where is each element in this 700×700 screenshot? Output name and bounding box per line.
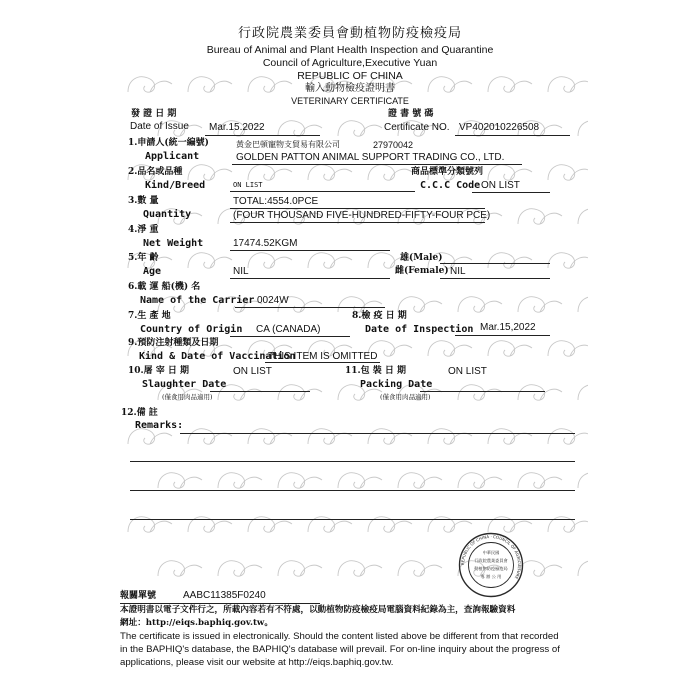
watermark-swirl <box>578 209 588 224</box>
watermark-swirl <box>248 165 292 180</box>
watermark-swirl <box>368 429 412 444</box>
watermark-swirl <box>278 121 322 136</box>
remarks-label-zh: 12.備 註 <box>121 408 158 418</box>
watermark-swirl <box>488 341 532 356</box>
watermark-swirl <box>578 385 588 400</box>
seal-text-line2: 行政院農業委員會 <box>474 558 508 563</box>
watermark-swirl <box>518 297 562 312</box>
origin-value: CA (CANADA) <box>256 324 321 335</box>
watermark-swirl <box>548 429 588 444</box>
packing-date-note: (僅食用肉品適用) <box>380 393 431 401</box>
packing-date-label: Packing Date <box>360 379 433 390</box>
kind-label: Kind/Breed <box>145 180 206 191</box>
vaccination-label-zh: 9.預防注射種類及日期 <box>128 338 219 348</box>
watermark-swirl <box>578 561 588 576</box>
carrier-label-zh: 6.載 運 船(機) 名 <box>128 282 201 292</box>
watermark-swirl <box>488 429 532 444</box>
watermark-swirl <box>398 561 442 576</box>
watermark-swirl <box>428 341 472 356</box>
age-value: NIL <box>233 266 249 277</box>
kind-value: ON LIST <box>233 181 263 189</box>
watermark-swirl <box>518 473 562 488</box>
watermark-swirl <box>458 385 502 400</box>
quantity-value-words: (FOUR THOUSAND FIVE-HUNDRED-FIFTY-FOUR PCE) <box>233 210 491 221</box>
watermark-swirl <box>578 297 588 312</box>
remarks-label: Remarks: <box>135 420 184 431</box>
watermark-swirl <box>248 253 292 268</box>
certificate-title-zh: 輸入動物檢疫證明書 <box>305 83 395 94</box>
watermark-swirl <box>308 165 352 180</box>
watermark-swirl <box>278 473 322 488</box>
packing-date-label-zh: 11.包 裝 日 期 <box>345 366 407 376</box>
inspection-date-label-zh: 8.檢 疫 日 期 <box>352 311 407 321</box>
watermark-swirl <box>518 385 562 400</box>
net-weight-label: Net Weight <box>143 238 204 249</box>
certificate-title-en: VETERINARY CERTIFICATE <box>291 96 409 106</box>
female-value: NIL <box>450 266 466 277</box>
watermark-swirl <box>368 165 412 180</box>
watermark-swirl <box>188 429 232 444</box>
quantity-label-zh: 3.數 量 <box>128 196 159 206</box>
slaughter-date-note: (僅食用肉品適用) <box>162 393 213 401</box>
quantity-value: TOTAL:4554.0PCE <box>233 196 319 207</box>
age-label-zh: 5.年 齡 <box>128 253 159 263</box>
watermark-swirl <box>488 253 532 268</box>
country-name-en: REPUBLIC OF CHINA <box>297 70 403 82</box>
notice-zh-line1: 本證明書以電子文件行之，所載內容若有不符處，以動植物防疫檢疫局電腦資料紀錄為主，查詢報驗資料 <box>120 605 516 615</box>
seal-ring-text: REPUBLIC OF CHINA · COUNCIL OF AGRICULTURE <box>459 533 523 581</box>
watermark-swirl <box>218 561 262 576</box>
issue-date-value: Mar.15.2022 <box>209 122 265 133</box>
applicant-label-zh: 1.申請人(統一編號) <box>128 138 209 148</box>
watermark-swirl <box>518 209 562 224</box>
origin-label: Country of Origin <box>140 324 243 335</box>
ccc-code-label: C.C.C Code <box>420 180 481 191</box>
official-seal-stamp <box>458 532 524 598</box>
watermark-swirl <box>188 253 232 268</box>
issue-date-label: Date of Issue <box>130 121 189 132</box>
kind-label-zh: 2.品名或品種 <box>128 167 183 177</box>
inspection-date-value: Mar.15,2022 <box>480 322 536 333</box>
vaccination-label: Kind & Date of Vaccination <box>139 351 296 362</box>
watermark-swirl <box>458 297 502 312</box>
watermark-swirl <box>398 297 442 312</box>
watermark-swirl <box>548 253 588 268</box>
watermark-swirl <box>308 429 352 444</box>
seal-text-line3: 動植物防疫檢疫局 <box>474 566 508 571</box>
watermark-swirl <box>398 473 442 488</box>
certificate-number-value: VP402010226508 <box>459 122 540 133</box>
applicant-label: Applicant <box>145 151 200 162</box>
seal-text-line4: 專 辦 公 用 <box>480 574 502 579</box>
watermark-swirl <box>158 561 202 576</box>
slaughter-date-label: Slaughter Date <box>142 379 227 390</box>
applicant-tax-id: 27970042 <box>373 140 414 150</box>
notice-en-line1: The certificate is issued in electronically. Should the content listed above be different from that recorded <box>120 631 559 642</box>
watermark-swirl <box>578 473 588 488</box>
agency-name-en: Bureau of Animal and Plant Health Inspection and Quarantine <box>206 44 494 56</box>
watermark-swirl <box>278 385 322 400</box>
watermark-swirl <box>548 341 588 356</box>
watermark-swirl <box>458 473 502 488</box>
watermark-swirl <box>338 121 382 136</box>
agency-name-zh: 行政院農業委員會動植物防疫檢疫局 <box>237 26 462 41</box>
net-weight-label-zh: 4.淨 重 <box>128 225 159 235</box>
carrier-value: 0024W <box>257 295 289 306</box>
male-label: 雄(Male) <box>400 253 443 263</box>
watermark-swirl <box>128 429 172 444</box>
applicant-name-en: GOLDEN PATTON ANIMAL SUPPORT TRADING CO., LTD. <box>236 152 505 163</box>
customs-declaration-number: AABC11385F0240 <box>183 590 266 601</box>
slaughter-date-label-zh: 10.屠 宰 日 期 <box>128 366 190 376</box>
watermark-swirl <box>518 561 562 576</box>
watermark-swirl <box>338 473 382 488</box>
watermark-swirl <box>278 561 322 576</box>
age-label: Age <box>143 266 162 277</box>
watermark-swirl <box>158 473 202 488</box>
watermark-swirl <box>338 561 382 576</box>
watermark-swirl <box>488 165 532 180</box>
notice-en-line3: applications, please visit our website at http://eiqs.baphiq.gov.tw. <box>120 657 394 668</box>
council-name-en: Council of Agriculture,Executive Yuan <box>262 57 438 69</box>
watermark-swirl <box>308 253 352 268</box>
ccc-code-value: ON LIST <box>481 180 520 191</box>
seal-text-line1: 中華民國 <box>482 550 500 555</box>
watermark-swirl <box>578 121 588 136</box>
watermark-swirl <box>548 77 588 92</box>
issue-date-label-zh: 發 證 日 期 <box>131 109 177 119</box>
watermark-swirl <box>248 429 292 444</box>
watermark-swirl <box>428 429 472 444</box>
female-label: 雌(Female) <box>395 266 449 276</box>
packing-date-value: ON LIST <box>448 366 487 377</box>
certificate-number-label: Certificate NO. <box>384 122 450 133</box>
slaughter-date-value: ON LIST <box>233 366 272 377</box>
customs-declaration-label-zh: 報關單號 <box>120 591 157 601</box>
watermark-swirl <box>218 473 262 488</box>
net-weight-value: 17474.52KGM <box>233 238 298 249</box>
carrier-label: Name of the Carrier <box>140 295 255 306</box>
ccc-code-label-zh: 商品標準分類號列 <box>411 167 484 177</box>
quantity-label: Quantity <box>143 209 192 220</box>
watermark-swirl <box>338 297 382 312</box>
origin-label-zh: 7.生 產 地 <box>128 311 171 321</box>
certificate-number-label-zh: 證 書 號 碼 <box>388 109 434 119</box>
notice-en-line2: in the BAPHIQ's database, the BAPHIQ's database will prevail. For on-line inquiry about the progress of <box>120 644 560 655</box>
watermark-swirl <box>548 165 588 180</box>
watermark-swirl <box>188 165 232 180</box>
notice-zh-line2: 網址：http://eiqs.baphiq.gov.tw。 <box>120 618 273 628</box>
inspection-date-label: Date of Inspection <box>365 324 474 335</box>
vaccination-value: THIS ITEM IS OMITTED <box>268 351 378 362</box>
applicant-name-zh: 黃金巴頓寵物支貿易有限公司 <box>236 140 340 149</box>
